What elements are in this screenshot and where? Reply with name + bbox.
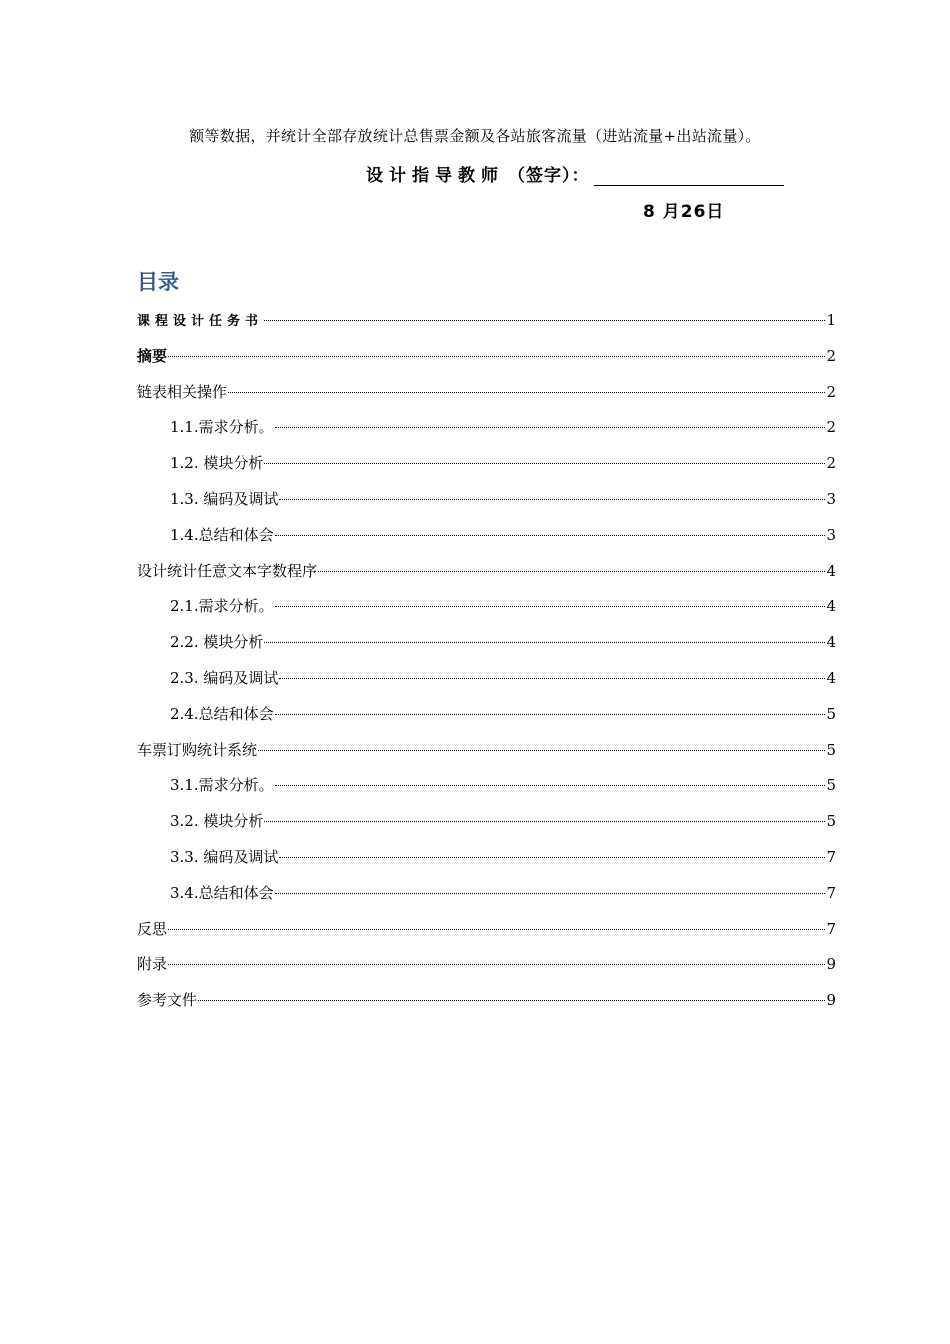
toc-page-number: 3 xyxy=(826,525,836,544)
toc-dot-leader xyxy=(275,784,826,786)
toc-page-number: 9 xyxy=(826,991,836,1010)
toc-entry-text: 3.2. 模块分析 xyxy=(170,812,264,831)
toc-entry[interactable] xyxy=(170,448,836,478)
toc-page-number: 4 xyxy=(826,633,836,652)
toc-entry[interactable] xyxy=(170,842,836,872)
toc-entry[interactable] xyxy=(170,412,836,442)
toc-entry-text: 2.2. 模块分析 xyxy=(170,633,264,652)
toc-entry[interactable] xyxy=(170,627,836,657)
toc-dot-leader xyxy=(275,534,826,536)
toc-page-number: 7 xyxy=(826,919,836,938)
toc-entry[interactable] xyxy=(170,484,836,514)
toc-page-number: 3 xyxy=(826,490,836,508)
toc-entry[interactable] xyxy=(137,305,836,335)
toc-entry[interactable] xyxy=(170,663,836,693)
toc-entry[interactable] xyxy=(137,556,836,586)
toc-entry-text: 3.3. 编码及调试 xyxy=(170,848,279,866)
toc-entry[interactable] xyxy=(137,735,836,765)
toc-entry-text: 参考文件 xyxy=(137,991,198,1010)
toc-dot-leader xyxy=(264,319,825,321)
toc-dot-leader xyxy=(264,820,825,822)
toc-dot-leader xyxy=(275,426,826,428)
toc-title: 目录 xyxy=(137,270,179,294)
toc-dot-leader xyxy=(275,892,826,894)
toc-dot-leader xyxy=(198,999,825,1001)
toc-entry-text: 反思 xyxy=(137,919,168,938)
toc-dot-leader xyxy=(264,462,825,464)
toc-entry-text: 3.1.需求分析。 xyxy=(170,776,274,795)
intro-paragraph: 额等数据，并统计全部存放统计总售票金额及各站旅客流量（进站流量+出站流量）。 xyxy=(189,127,761,145)
signature-label: 设计指导教师 xyxy=(366,166,504,186)
toc-page-number: 4 xyxy=(826,669,836,687)
toc-entry-text: 1.1.需求分析。 xyxy=(170,418,274,437)
toc-dot-leader xyxy=(318,570,825,572)
toc-entry[interactable] xyxy=(137,949,836,979)
toc-entry[interactable] xyxy=(137,914,836,944)
toc-entry[interactable] xyxy=(170,699,836,729)
toc-page-number: 4 xyxy=(826,597,836,616)
toc-entry[interactable] xyxy=(170,770,836,800)
toc-page-number: 5 xyxy=(826,776,836,795)
toc-entry[interactable] xyxy=(170,520,836,550)
toc-entry-text: 设计统计任意文本字数程序 xyxy=(137,561,318,580)
toc-dot-leader xyxy=(279,498,825,500)
toc-entry[interactable] xyxy=(170,806,836,836)
toc-page-number: 2 xyxy=(826,382,836,401)
toc-entry-text: 1.2. 模块分析 xyxy=(170,454,264,473)
toc-entry-text: 2.1.需求分析。 xyxy=(170,597,274,616)
toc-entry-text: 车票订购统计系统 xyxy=(137,740,258,759)
toc-dot-leader xyxy=(275,605,826,607)
toc-dot-leader xyxy=(275,713,826,715)
toc-page-number: 2 xyxy=(826,346,836,365)
signature-paren: （签字）： xyxy=(508,166,590,186)
toc-dot-leader xyxy=(279,677,825,679)
toc-page-number: 2 xyxy=(826,418,836,437)
toc-entry[interactable] xyxy=(170,878,836,908)
signature-blank-line xyxy=(594,165,784,186)
toc-entry-text: 3.4.总结和体会 xyxy=(170,883,274,902)
toc-entry-text: 课程设计任务书 xyxy=(137,314,264,329)
toc-dot-leader xyxy=(258,749,825,751)
toc-entry[interactable] xyxy=(137,985,836,1015)
toc-dot-leader xyxy=(168,355,825,357)
toc-dot-leader xyxy=(228,391,825,393)
toc-entry[interactable] xyxy=(137,377,836,407)
toc-page-number: 5 xyxy=(826,740,836,759)
toc-page-number: 7 xyxy=(826,848,836,866)
toc-page-number: 7 xyxy=(826,883,836,902)
toc-dot-leader xyxy=(279,856,825,858)
toc-page-number: 5 xyxy=(826,812,836,831)
toc-entry-text: 2.4.总结和体会 xyxy=(170,704,274,723)
toc-entry-text: 1.3. 编码及调试 xyxy=(170,490,279,508)
toc-dot-leader xyxy=(264,641,825,643)
signature-row xyxy=(366,160,784,186)
toc-entry-text: 附录 xyxy=(137,955,168,974)
toc-page-number: 5 xyxy=(826,704,836,723)
toc-entry-text: 1.4.总结和体会 xyxy=(170,525,274,544)
toc-entry-text: 2.3. 编码及调试 xyxy=(170,669,279,687)
toc-page-number: 9 xyxy=(826,955,836,974)
toc-dot-leader xyxy=(168,928,825,930)
toc-entry-text: 摘要 xyxy=(137,346,168,365)
toc-page-number: 4 xyxy=(826,561,836,580)
toc-entry-text: 链表相关操作 xyxy=(137,382,228,401)
toc-page-number: 1 xyxy=(826,311,836,329)
toc-dot-leader xyxy=(168,963,825,965)
date-text: 8 月26日 xyxy=(643,202,725,222)
toc-entry[interactable] xyxy=(170,591,836,621)
toc-entry[interactable] xyxy=(137,341,836,371)
toc-page-number: 2 xyxy=(826,454,836,473)
